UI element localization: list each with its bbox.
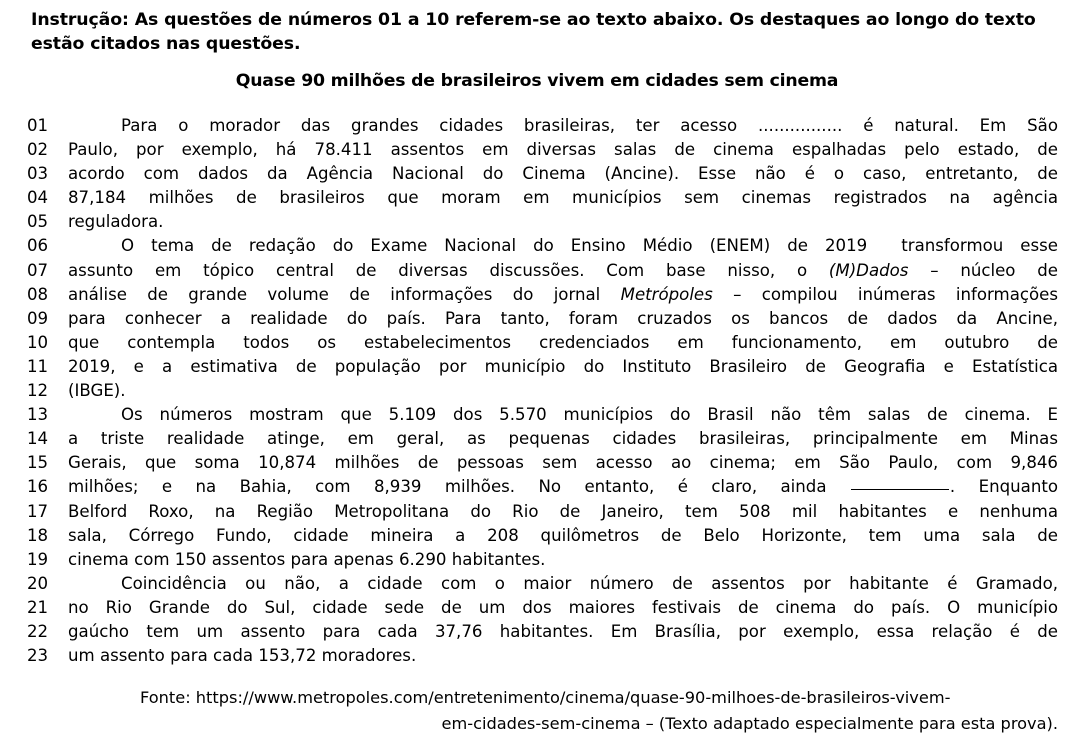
- text-line: [0, 403, 1072, 427]
- source-citation: [140, 685, 1058, 737]
- line-number: 05: [27, 212, 49, 232]
- text-line: [0, 500, 1072, 524]
- text-line: [0, 620, 1072, 644]
- line-number: 13: [27, 405, 49, 425]
- line-content: 2019, e a estimativa de população por município do Instituto Brasileiro de Geografia e Estatística: [68, 356, 1058, 376]
- text-line: [0, 379, 1072, 403]
- fill-in-blank: [851, 489, 949, 490]
- text-line: [0, 427, 1072, 451]
- line-number: 16: [27, 477, 49, 497]
- line-content: (IBGE).: [68, 381, 126, 401]
- line-content: Paulo, por exemplo, há 78.411 assentos em diversas salas de cinema espalhadas pelo estado, de: [68, 140, 1058, 160]
- line-number: 15: [27, 453, 49, 473]
- text-line: [0, 259, 1072, 283]
- line-content: 87,184 milhões de brasileiros que moram em municípios sem cinemas registrados na agência: [68, 188, 1058, 208]
- text-line: [0, 355, 1072, 379]
- line-number: 03: [27, 164, 49, 184]
- line-content: assunto em tópico central de diversas discussões. Com base nisso, o (M)Dados – núcleo de: [68, 260, 1058, 280]
- text-line: [0, 162, 1072, 186]
- line-content: reguladora.: [68, 212, 164, 232]
- text-line: [0, 138, 1072, 162]
- line-number: 04: [27, 188, 49, 208]
- line-number: 06: [27, 236, 49, 256]
- line-content: Os números mostram que 5.109 dos 5.570 municípios do Brasil não têm salas de cinema. E: [121, 405, 1058, 425]
- line-number: 23: [27, 646, 49, 666]
- line-number: 22: [27, 621, 49, 641]
- line-content: Para o morador das grandes cidades brasileiras, ter acesso ................ é natural. Em São: [121, 116, 1058, 135]
- line-number: 01: [27, 116, 49, 135]
- line-content: a triste realidade atinge, em geral, as pequenas cidades brasileiras, principalmente em Minas: [68, 429, 1058, 449]
- text-line: [0, 114, 1072, 138]
- text-line: [0, 234, 1072, 258]
- text-line: [0, 644, 1072, 668]
- line-number: 21: [27, 597, 49, 617]
- text-line: [0, 475, 1072, 499]
- line-content: análise de grande volume de informações do jornal Metrópoles – compilou inúmeras informações: [68, 284, 1058, 304]
- text-line: [0, 283, 1072, 307]
- text-line: [0, 331, 1072, 355]
- line-number: 11: [27, 356, 49, 376]
- line-number: 20: [27, 573, 49, 593]
- line-content: no Rio Grande do Sul, cidade sede de um dos maiores festivais de cinema do país. O município: [68, 597, 1058, 617]
- source-line-1: Fonte: https://www.metropoles.com/entretenimento/cinema/quase-90-milhoes-de-brasileiros-vivem-: [140, 688, 951, 707]
- emphasis-metropoles: Metrópoles: [620, 284, 713, 304]
- emphasis-mdados: (M)Dados: [828, 260, 909, 280]
- line-number: 18: [27, 525, 49, 545]
- line-number: 09: [27, 308, 49, 328]
- instruction-text: Instrução: As questões de números 01 a 10 referem-se ao texto abaixo. Os destaques ao longo do texto estão citados nas questões.: [31, 10, 1036, 54]
- line-content: para conhecer a realidade do país. Para tanto, foram cruzados os bancos de dados da Ancine,: [68, 308, 1058, 328]
- page-title: Quase 90 milhões de brasileiros vivem em cidades sem cinema: [235, 71, 839, 91]
- numbered-text-body: [0, 114, 1072, 668]
- line-content: sala, Córrego Fundo, cidade mineira a 208 quilômetros de Belo Horizonte, tem uma sala de: [68, 525, 1058, 545]
- text-line: [0, 596, 1072, 620]
- line-number: 02: [27, 140, 49, 160]
- line-number: 12: [27, 381, 49, 401]
- line-content: gaúcho tem um assento para cada 37,76 habitantes. Em Brasília, por exemplo, essa relação é de: [68, 621, 1058, 641]
- text-line: [0, 186, 1072, 210]
- text-line: [0, 572, 1072, 596]
- line-number: 08: [27, 284, 49, 304]
- line-content: Coincidência ou não, a cidade com o maior número de assentos por habitante é Gramado,: [121, 573, 1058, 593]
- line-content: cinema com 150 assentos para apenas 6.290 habitantes.: [68, 549, 546, 569]
- text-line: [0, 524, 1072, 548]
- line-content: milhões; e na Bahia, com 8,939 milhões. No entanto, é claro, ainda . Enquanto: [68, 477, 1058, 497]
- line-number: 17: [27, 501, 49, 521]
- line-number: 10: [27, 332, 49, 352]
- text-line: [0, 548, 1072, 572]
- line-content: acordo com dados da Agência Nacional do Cinema (Ancine). Esse não é o caso, entretanto, de: [68, 164, 1058, 184]
- text-line: [0, 451, 1072, 475]
- text-line: [0, 307, 1072, 331]
- line-content: que contempla todos os estabelecimentos credenciados em funcionamento, em outubro de: [68, 332, 1058, 352]
- line-content: Gerais, que soma 10,874 milhões de pessoas sem acesso ao cinema; em São Paulo, com 9,846: [68, 453, 1058, 473]
- line-number: 19: [27, 549, 49, 569]
- line-number: 14: [27, 429, 49, 449]
- source-line-2: em-cidades-sem-cinema – (Texto adaptado especialmente para esta prova).: [441, 714, 1058, 733]
- line-content: O tema de redação do Exame Nacional do Ensino Médio (ENEM) de 2019 transformou esse: [121, 236, 1058, 256]
- line-content: Belford Roxo, na Região Metropolitana do Rio de Janeiro, tem 508 mil habitantes e nenhuma: [68, 501, 1058, 521]
- line-content: um assento para cada 153,72 moradores.: [68, 646, 417, 666]
- line-number: 07: [27, 260, 49, 280]
- text-line: [0, 210, 1072, 234]
